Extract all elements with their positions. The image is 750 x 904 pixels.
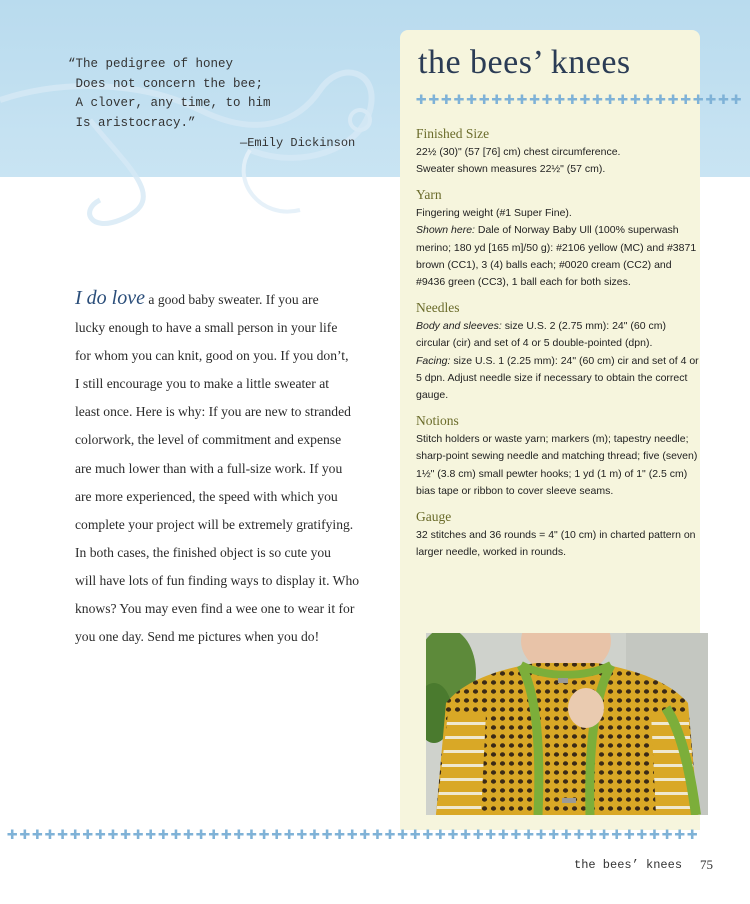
intro-line: are more experienced, the speed with which you: [75, 488, 338, 504]
spec-notions: [416, 413, 700, 501]
spec-text: size U.S. 1 (2.25 mm): 24" (60 cm) cir and set of 4 or 5 dpn. Adjust needle size if necessary to obtain the correct gauge.: [416, 354, 699, 402]
spec-text: 22½ (30)" (57 [76] cm) chest circumference.: [416, 146, 621, 158]
pattern-title: the bees’ knees: [418, 44, 631, 81]
baby-sweater-illustration: [426, 633, 708, 815]
spec-heading: Yarn: [416, 186, 442, 202]
spec-text: Stitch holders or waste yarn; markers (m); tapestry needle; sharp-point sewing needle and matching thread; five (seven) 1½" (3.8 cm) small pewter hooks; 1 yd (1 m) of 1" (2.5 cm) bias tape or ribbon to cover sleeve seams.: [416, 432, 698, 498]
spec-finished-size: [416, 126, 700, 179]
decorative-border-bottom: ✚ ✚ ✚ ✚ ✚ ✚ ✚ ✚ ✚ ✚ ✚ ✚ ✚ ✚ ✚ ✚ ✚ ✚ ✚ ✚ ✚ ✚ ✚ ✚ ✚ ✚ ✚ ✚ ✚ ✚ ✚ ✚ ✚ ✚ ✚ ✚ ✚ ✚ ✚ ✚ ✚ ✚ ✚ ✚ ✚ ✚ ✚ ✚ ✚ ✚ ✚ ✚ ✚ ✚ ✚: [6, 829, 698, 842]
intro-line: are much lower than with a full-size work. If you: [75, 460, 343, 476]
intro-paragraph: [75, 284, 375, 651]
decorative-border-top: ✚ ✚ ✚ ✚ ✚ ✚ ✚ ✚ ✚ ✚ ✚ ✚ ✚ ✚ ✚ ✚ ✚ ✚ ✚ ✚ ✚ ✚ ✚ ✚ ✚ ✚: [415, 94, 742, 107]
spec-text: Fingering weight (#1 Super Fine).: [416, 206, 572, 219]
intro-line: for whom you can knit, good on you. If you don’t,: [75, 348, 349, 364]
pattern-specifications: [416, 126, 700, 569]
intro-line: a good baby sweater. If you are: [144, 292, 319, 307]
page-number: 75: [700, 857, 713, 872]
quote-line: A clover, any time, to him: [68, 96, 271, 110]
spec-gauge: [416, 509, 700, 562]
spec-text: Sweater shown measures 22½" (57 cm).: [416, 163, 606, 176]
epigraph-quote: [68, 55, 368, 133]
spec-text: Dale of Norway Baby Ull (100% superwash merino; 180 yd [165 m]/50 g): #2106 yellow (MC) and #3871 brown (CC1), 3 (4) balls each; #0020 cream (CC2) and #9436 green (CC3), 1 ball each for both sizes.: [416, 224, 697, 289]
intro-line: lucky enough to have a small person in your life: [75, 320, 338, 336]
spec-heading: Needles: [416, 299, 460, 315]
intro-line: knows? You may even find a wee one to wear it for: [75, 601, 355, 617]
intro-lead: I do love: [75, 287, 145, 309]
quote-line: Is aristocracy.”: [68, 115, 196, 130]
spec-heading: Gauge: [416, 508, 452, 524]
spec-needles: [416, 300, 700, 405]
quote-attribution: —Emily Dickinson: [240, 136, 356, 150]
sweater-photo: [426, 633, 708, 815]
spec-heading: Notions: [416, 412, 459, 428]
intro-line: you one day. Send me pictures when you do!: [75, 629, 320, 645]
intro-line: least once. Here is why: If you are new to stranded: [75, 404, 351, 420]
spec-label: Facing:: [416, 354, 451, 367]
spec-text: size U.S. 2 (2.75 mm): 24" (60 cm) circular (cir) and set of 4 or 5 double-pointed (dpn).: [416, 319, 666, 350]
running-footer-title: the bees’ knees: [574, 858, 683, 872]
spec-label: Body and sleeves:: [416, 319, 502, 332]
intro-line: will have lots of fun finding ways to display it. Who: [75, 572, 360, 588]
spec-text: 32 stitches and 36 rounds = 4" (10 cm) in charted pattern on larger needle, worked in rounds.: [416, 528, 696, 558]
intro-line: colorwork, the level of commitment and expense: [75, 432, 342, 448]
intro-line: In both cases, the finished object is so cute you: [75, 544, 331, 560]
intro-line: complete your project will be extremely gratifying.: [75, 516, 354, 532]
spec-heading: Finished Size: [416, 126, 490, 141]
spec-yarn: [416, 187, 700, 292]
quote-line: “The pedigree of honey: [68, 57, 234, 71]
spec-label: Shown here:: [416, 224, 475, 237]
quote-line: Does not concern the bee;: [68, 76, 264, 91]
intro-line: I still encourage you to make a little sweater at: [75, 376, 330, 392]
